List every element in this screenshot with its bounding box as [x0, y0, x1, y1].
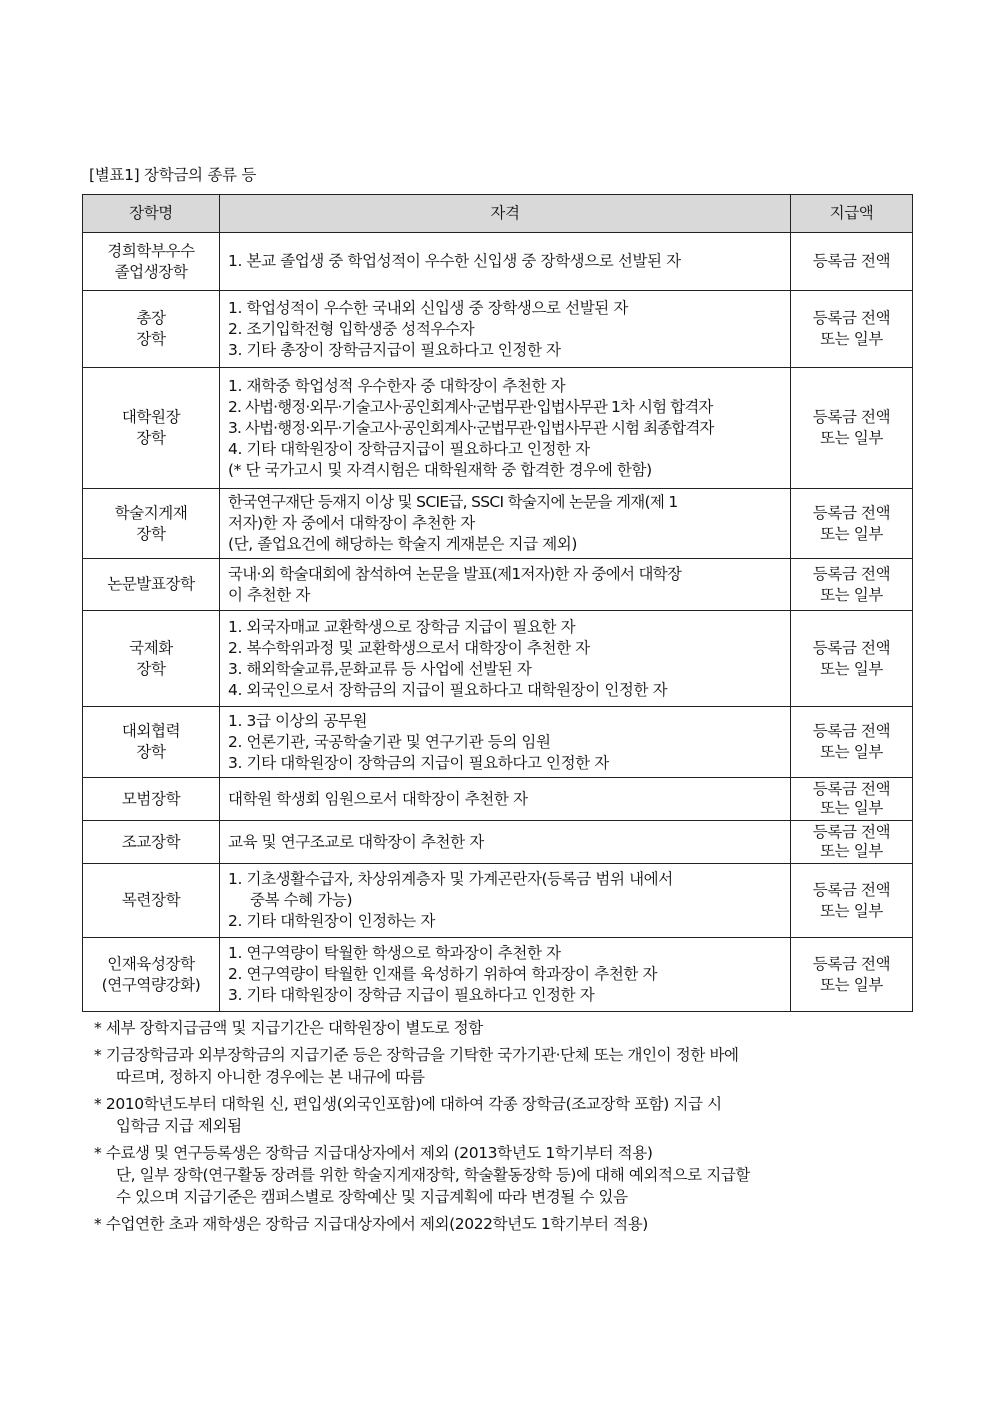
qual-line: 3. 사법·행정·외무·기술고사·공인회계사·군법무관·입법사무관 시험 최종합격자: [228, 418, 714, 437]
footnote-line: * 기금장학금과 외부장학금의 지급기준 등은 장학금을 기탁한 국가기관·단체 또는 개인이 정한 바에: [94, 1046, 739, 1064]
qual-line: 2. 복수학위과정 및 교환학생으로서 대학장이 추천한 자: [228, 638, 590, 657]
scholarship-name: [83, 938, 220, 1012]
qual-line: 국내·외 학술대회에 참석하여 논문을 발표(제1저자)한 자 중에서 대학장: [228, 564, 682, 583]
amount: [791, 864, 913, 938]
name-line: 장학: [136, 743, 166, 761]
qual-line: 3. 기타 총장이 장학금지급이 필요하다고 인정한 자: [228, 340, 561, 359]
amount-line: 또는 일부: [820, 330, 883, 348]
amount-line: 등록금 전액: [812, 638, 891, 657]
amount-line: 또는 일부: [820, 842, 883, 860]
amount: [791, 611, 913, 707]
table-row: [83, 233, 913, 291]
qual-line: 한국연구재단 등재지 이상 및 SCIE급, SSCI 학술지에 논문을 게재(제 1: [228, 493, 678, 511]
amount-line: 등록금 전액: [812, 309, 891, 327]
scholarship-name: [83, 489, 220, 559]
amount-line: 또는 일부: [820, 585, 883, 604]
table-header-row: [83, 195, 913, 233]
qual-line: 3. 해외학술교류,문화교류 등 사업에 선발된 자: [228, 659, 532, 678]
name-line: 모범장학: [121, 789, 181, 808]
qual-line: 1. 재학중 학업성적 우수한자 중 대학장이 추천한 자: [228, 376, 566, 395]
name-line: 학술지게재: [114, 503, 188, 522]
scholarship-name: [83, 778, 220, 821]
table-caption: [별표1] 장학금의 종류 등: [89, 166, 256, 184]
qualification: [220, 559, 791, 611]
qualification: [220, 938, 791, 1012]
qual-line: 4. 기타 대학원장이 장학금지급이 필요하다고 인정한 자: [228, 439, 590, 458]
qual-line: 이 추천한 자: [228, 585, 310, 604]
qual-line: 3. 기타 대학원장이 장학금 지급이 필요하다고 인정한 자: [228, 986, 595, 1004]
table-row: [83, 489, 913, 559]
amount-line: 등록금 전액: [812, 722, 891, 740]
name-line: 조교장학: [121, 832, 181, 851]
footnote: [94, 1142, 894, 1208]
amount-line: 또는 일부: [820, 429, 883, 447]
amount-line: 등록금 전액: [812, 408, 891, 426]
amount-line: 등록금 전액: [812, 564, 891, 583]
amount-line: 등록금 전액: [812, 780, 891, 798]
qual-line: (* 단 국가고시 및 자격시험은 대학원재학 중 합격한 경우에 한함): [228, 460, 652, 479]
footnote-line: 입학금 지급 제외됨: [116, 1117, 242, 1135]
qualification: [220, 368, 791, 489]
table-row: [83, 611, 913, 707]
table-row: [83, 707, 913, 778]
qual-line: 2. 조기입학전형 입학생중 성적우수자: [228, 319, 475, 338]
amount-line: 또는 일부: [820, 659, 883, 678]
footnote: [94, 1213, 894, 1235]
footnote-line: 따르며, 정하지 아니한 경우에는 본 내규에 따름: [116, 1068, 425, 1086]
scholarship-name: [83, 611, 220, 707]
amount-line: 또는 일부: [820, 799, 883, 817]
scholarship-name: [83, 821, 220, 864]
qual-line: 교육 및 연구조교로 대학장이 추천한 자: [228, 832, 484, 851]
amount: [791, 559, 913, 611]
footnote-line: * 수업연한 초과 재학생은 장학금 지급대상자에서 제외(2022학년도 1학기부터 적용): [94, 1215, 648, 1233]
scholarship-name: [83, 368, 220, 489]
qual-line: 저자)한 자 중에서 대학장이 추천한 자: [228, 514, 475, 532]
amount-line: 또는 일부: [820, 901, 883, 920]
amount: [791, 368, 913, 489]
amount: [791, 233, 913, 291]
table-row: [83, 778, 913, 821]
qualification: [220, 611, 791, 707]
qualification: [220, 233, 791, 291]
footnotes: [94, 1017, 894, 1240]
qual-line: 1. 학업성적이 우수한 국내외 신입생 중 장학생으로 선발된 자: [228, 298, 628, 317]
name-line: 대학원장: [121, 408, 181, 426]
scholarship-name: [83, 707, 220, 778]
name-line: 총장: [136, 309, 166, 327]
table-row: [83, 291, 913, 368]
amount-line: 등록금 전액: [812, 880, 891, 899]
name-line: 국제화: [129, 638, 173, 657]
name-line: 인재육성장학: [107, 954, 195, 973]
footnote-line: * 세부 장학지급금액 및 지급기간은 대학원장이 별도로 정함: [94, 1019, 483, 1037]
amount-line: 등록금 전액: [812, 823, 891, 841]
qual-line: 4. 외국인으로서 장학금의 지급이 필요하다고 대학원장이 인정한 자: [228, 680, 668, 699]
name-line: 장학: [136, 429, 166, 447]
amount: [791, 291, 913, 368]
qualification: [220, 489, 791, 559]
header-amount: 지급액: [791, 195, 913, 233]
footnote-line: * 2010학년도부터 대학원 신, 편입생(외국인포함)에 대하여 각종 장학금(조교장학 포함) 지급 시: [94, 1095, 722, 1113]
qual-line: 중복 수혜 가능): [250, 891, 353, 909]
table-row: [83, 864, 913, 938]
footnote-line: 단, 일부 장학(연구활동 장려를 위한 학술지게재장학, 학술활동장학 등)에 대해 예외적으로 지급할: [116, 1166, 750, 1184]
amount-line: 등록금 전액: [812, 252, 891, 270]
qualification: [220, 821, 791, 864]
amount-line: 또는 일부: [820, 524, 883, 543]
footnote: [94, 1044, 894, 1088]
scholarship-table: [82, 194, 913, 1012]
scholarship-name: [83, 559, 220, 611]
qual-line: 2. 언론기관, 국공학술기관 및 연구기관 등의 임원: [228, 732, 551, 751]
qual-line: 1. 3급 이상의 공무원: [228, 711, 368, 730]
qualification: [220, 778, 791, 821]
qualification: [220, 291, 791, 368]
table-row: [83, 821, 913, 864]
table-row: [83, 559, 913, 611]
qual-line: 2. 연구역량이 탁월한 인재를 육성하기 위하여 학과장이 추천한 자: [228, 965, 658, 983]
name-line: 졸업생장학: [114, 262, 188, 281]
footnote-line: 수 있으며 지급기준은 캠퍼스별로 장학예산 및 지급계획에 따라 변경될 수 있음: [116, 1188, 628, 1206]
qual-line: 1. 본교 졸업생 중 학업성적이 우수한 신입생 중 장학생으로 선발된 자: [228, 252, 681, 270]
scholarship-name: [83, 291, 220, 368]
amount: [791, 938, 913, 1012]
name-line: 장학: [136, 524, 166, 543]
scholarship-name: [83, 864, 220, 938]
qual-line: 1. 연구역량이 탁월한 학생으로 학과장이 추천한 자: [228, 944, 561, 962]
header-qualification: 자격: [220, 195, 791, 233]
footnote: [94, 1017, 894, 1039]
qual-line: 1. 기초생활수급자, 차상위계층자 및 가계곤란자(등록금 범위 내에서: [228, 870, 673, 888]
qual-line: 대학원 학생회 임원으로서 대학장이 추천한 자: [228, 789, 528, 808]
name-line: 장학: [136, 330, 166, 348]
name-line: 경희학부우수: [107, 241, 195, 260]
name-line: 논문발표장학: [107, 575, 195, 593]
table-row: [83, 938, 913, 1012]
qualification: [220, 864, 791, 938]
amount-line: 또는 일부: [820, 743, 883, 761]
qual-line: (단, 졸업요건에 해당하는 학술지 게재분은 지급 제외): [228, 535, 578, 553]
footnote-line: * 수료생 및 연구등록생은 장학금 지급대상자에서 제외 (2013학년도 1학기부터 적용): [94, 1144, 653, 1162]
name-line: 목련장학: [121, 891, 181, 909]
name-line: 대외협력: [121, 722, 181, 740]
amount: [791, 778, 913, 821]
scholarship-name: [83, 233, 220, 291]
table-row: [83, 368, 913, 489]
qual-line: 2. 사법·행정·외무·기술고사·공인회계사·군법무관·입법사무관 1차 시험 합격자: [228, 397, 713, 416]
amount-line: 또는 일부: [820, 975, 883, 994]
amount-line: 등록금 전액: [812, 954, 891, 973]
qual-line: 1. 외국자매교 교환학생으로 장학금 지급이 필요한 자: [228, 617, 576, 636]
qual-line: 2. 기타 대학원장이 인정하는 자: [228, 912, 435, 930]
name-line: 장학: [136, 659, 166, 678]
amount: [791, 489, 913, 559]
name-line: (연구역량강화): [101, 975, 201, 994]
amount-line: 등록금 전액: [812, 503, 891, 522]
qualification: [220, 707, 791, 778]
footnote: [94, 1093, 894, 1137]
amount: [791, 821, 913, 864]
qual-line: 3. 기타 대학원장이 장학금의 지급이 필요하다고 인정한 자: [228, 753, 609, 772]
amount: [791, 707, 913, 778]
header-scholarship-name: 장학명: [83, 195, 220, 233]
